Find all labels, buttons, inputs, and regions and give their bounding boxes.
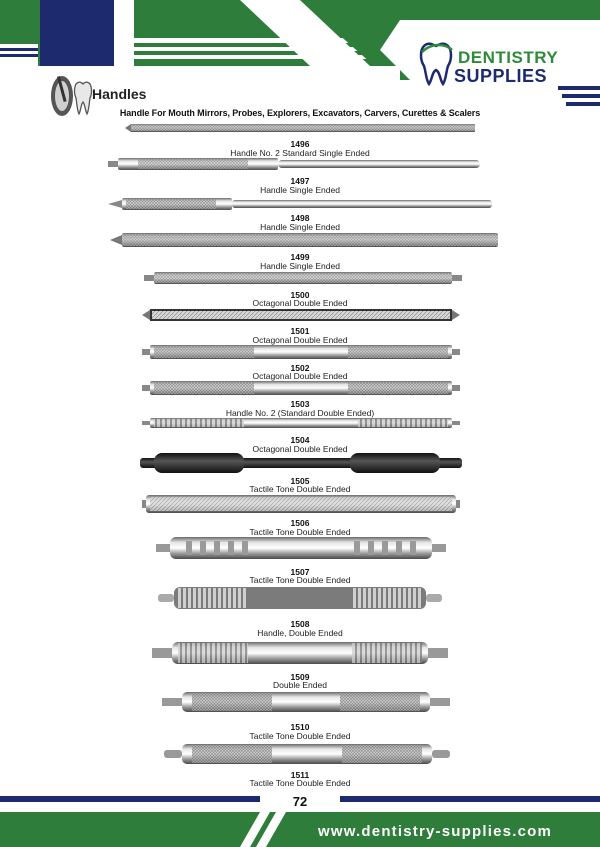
handle-1509-image [152,640,448,666]
item-description: Handle Single Ended [260,222,340,232]
item-description: Octagonal Double Ended [252,371,348,381]
item-code: 1501 [290,326,310,336]
handle-1498-image [108,197,492,211]
item-description: Handle Single Ended [260,261,340,271]
handle-1510-image [162,690,450,714]
brand-name-line1: DENTISTRY [458,48,559,67]
tooth-logo-icon [418,40,454,86]
item-code: 1497 [290,176,310,186]
handle-1499-image [110,232,498,248]
item-code: 1502 [290,363,310,373]
brand-logo [418,40,578,88]
item-code: 1496 [290,139,310,149]
handle-1511-image [164,742,450,766]
item-description: Handle Single Ended [260,185,340,195]
item-description: Octagonal Double Ended [252,444,348,454]
item-code: 1511 [290,770,310,780]
handle-1508-image [158,585,442,611]
item-code: 1499 [290,252,310,262]
item-description: Handle No. 2 Standard Single Ended [230,148,370,158]
website-link[interactable]: www.dentistry-supplies.com [318,823,553,840]
item-description: Octagonal Double Ended [252,298,348,308]
item-code: 1500 [290,290,310,300]
item-code: 1498 [290,213,310,223]
handle-1502-image [142,344,460,360]
item-description: Tactile Tone Double Ended [249,484,351,494]
handle-1501-image [142,308,460,322]
item-code: 1505 [290,476,310,486]
page-number: 72 [292,794,308,809]
item-code: 1509 [290,672,310,682]
section-title: Handles [92,86,147,102]
handle-1507-image [156,536,446,560]
section-subtitle: Handle For Mouth Mirrors, Probes, Explorers, Excavators, Carvers, Curettes & Scalers [119,108,481,118]
item-description: Tactile Tone Double Ended [249,778,351,788]
item-description: Tactile Tone Double Ended [249,731,351,741]
handle-1506-image [142,494,460,514]
item-code: 1507 [290,567,310,577]
item-code: 1503 [290,399,310,409]
item-code: 1508 [290,619,310,629]
item-code: 1510 [290,722,310,732]
handle-1503-image [142,380,460,396]
item-code: 1506 [290,518,310,528]
item-description: Handle No. 2 (Standard Double Ended) [225,408,375,418]
item-description: Tactile Tone Double Ended [249,527,351,537]
handle-1496-image [125,122,475,134]
handle-1504-image [142,416,460,430]
brand-name-line2: SUPPLIES [454,66,548,86]
item-description: Handle, Double Ended [257,628,343,638]
handle-1497-image [108,157,480,171]
item-description: Octagonal Double Ended [252,335,348,345]
item-description: Tactile Tone Double Ended [249,575,351,585]
item-code: 1504 [290,435,310,445]
handle-1500-image [144,271,462,285]
item-description: Double Ended [273,680,327,690]
handle-1505-image [140,452,462,474]
